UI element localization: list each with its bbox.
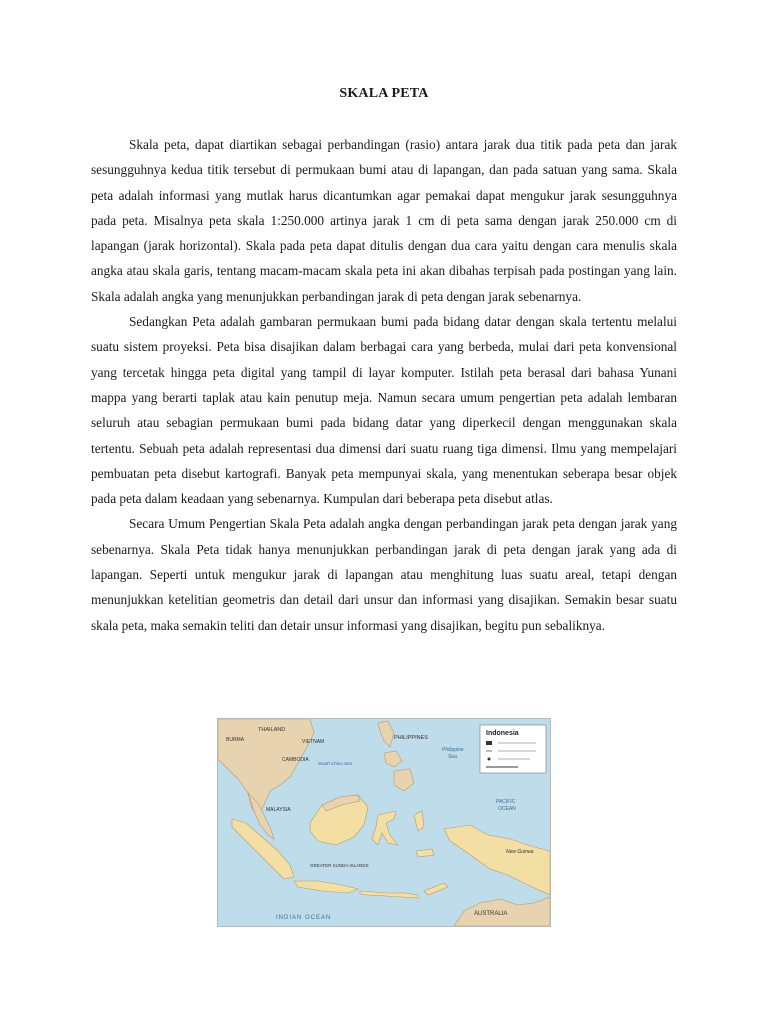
map-label-thailand: THAILAND	[258, 727, 286, 733]
map-label-south-china-sea: South China Sea	[318, 761, 353, 766]
map-label-pacific-2: OCEAN	[498, 806, 516, 812]
map-label-greater-sunda: GREATER SUNDA ISLANDS	[310, 863, 369, 868]
map-legend-title: Indonesia	[486, 730, 519, 737]
map-label-philippine-sea-1: Philippine	[442, 747, 464, 753]
map-label-new-guinea: New Guinea	[506, 849, 534, 855]
legend-swatch-3	[488, 758, 491, 761]
paragraph-2: Sedangkan Peta adalah gambaran permukaan bumi pada bidang datar dengan skala tertentu melalui suatu sistem proyeksi. Peta bisa disajikan dalam berbagai cara yang berbeda, mulai dari peta konvensional yang tercetak hingga peta digital yang tampil di layar komputer. Istilah peta berasal dari bahasa Yunani mappa yang berarti taplak atau kain penutup meja. Namun secara umum pengertian peta adalah lembaran seluruh atau sebagian permukaan bumi pada bidang datar yang diperkecil dengan menggunakan skala tertentu. Sebuah peta adalah representasi dua dimensi dari suatu ruang tiga dimensi. Ilmu yang mempelajari pembuatan peta disebut kartografi. Banyak peta mempunyai skala, yang menentukan seberapa besar objek pada peta dalam keadaan yang sebenarnya. Kumpulan dari beberapa peta disebut atlas.	[91, 314, 677, 507]
paragraph-1: Skala peta, dapat diartikan sebagai perbandingan (rasio) antara jarak dua titik pada peta dan jarak sesungguhnya kedua titik tersebut di permukaan bumi atau di lapangan, dan pada satuan yang sama. Skala peta adalah informasi yang mutlak harus dicantumkan agar pemakai dapat mengukur jarak sesungguhnya pada peta. Misalnya peta skala 1:250.000 artinya jarak 1 cm di peta sama dengan jarak 250.000 cm di lapangan (jarak horizontal). Skala pada peta dapat ditulis dengan dua cara yaitu dengan cara menulis skala angka atau skala garis, tentang macam-macam skala peta ini akan dibahas terpisah pada postingan yang lain. Skala adalah angka yang menunjukkan perbandingan jarak di peta dengan jarak sebenarnya.	[91, 137, 677, 304]
map-label-burma: BURMA	[226, 737, 245, 743]
document-body	[91, 132, 677, 638]
indonesia-map-figure	[217, 718, 551, 927]
page-title: SKALA PETA	[339, 86, 429, 101]
map-label-philippines: PHILIPPINES	[394, 735, 428, 741]
map-label-philippine-sea-2: Sea	[448, 754, 457, 760]
map-label-vietnam: VIETNAM	[302, 739, 325, 745]
paragraph-3: Secara Umum Pengertian Skala Peta adalah angka dengan perbandingan jarak peta dengan jarak yang sebenarnya. Skala Peta tidak hanya menunjukkan perbandingan jarak di peta dengan jarak yang ada di lapangan. Seperti untuk mengukur jarak di lapangan atau menghitung luas suatu areal, tetapi dengan menunjukkan ketelitian geometris dan detail dari unsur dan informasi yang disajikan. Semakin besar suatu skala peta, maka semakin teliti dan detair unsur informasi yang disajikan, begitu pun sebaliknya.	[91, 516, 677, 633]
map-label-indian-ocean: INDIAN OCEAN	[276, 915, 332, 921]
map-label-pacific-1: PACIFIC	[496, 799, 516, 805]
map-label-malaysia: MALAYSIA	[266, 807, 291, 813]
indonesia-map	[218, 719, 550, 926]
map-label-cambodia: CAMBODIA	[282, 757, 309, 763]
map-label-australia: AUSTRALIA	[474, 911, 508, 917]
legend-swatch-1	[486, 741, 492, 745]
